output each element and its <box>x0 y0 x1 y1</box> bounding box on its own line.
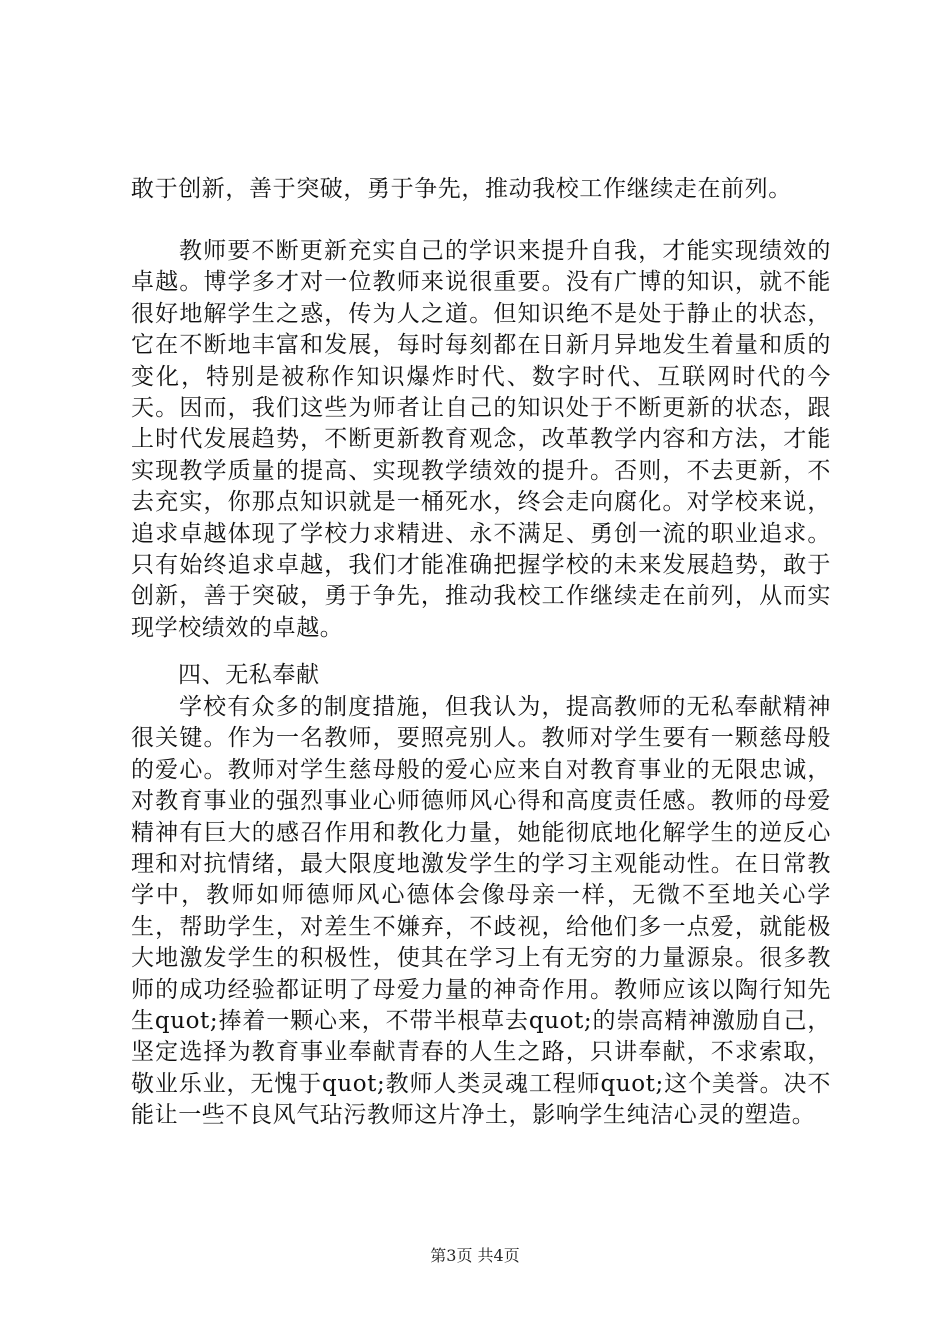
continuation-line: 敢于创新，善于突破，勇于争先，推动我校工作继续走在前列。 <box>131 176 792 202</box>
page-number-footer: 第3页 共4页 <box>430 1246 520 1265</box>
section-heading: 四、无私奉献 <box>178 662 320 688</box>
paragraph-selfless-dedication: 学校有众多的制度措施，但我认为，提高教师的无私奉献精神很关键。作为一名教师，要照亮别人。教师对学生要有一颗慈母般的爱心。教师对学生慈母般的爱心应来自对教育事业的无限忠诚，对教育事业的强烈事业心师德师风心得和高度责任感。教师的母爱精神有巨大的感召作用和教化力量，她能彻底地化解学生的逆反心理和对抗情绪，最大限度地激发学生的学习主观能动性。在日常教学中，教师如师德师风心德体会像母亲一样，无微不至地关心学生，帮助学生，对差生不嫌弃，不歧视，给他们多一点爱，就能极大地激发学生的积极性，使其在学习上有无穷的力量源泉。很多教师的成功经验都证明了母爱力量的神奇作用。教师应该以陶行知先生quot;捧着一颗心来，不带半根草去quot;的崇高精神激励自己，坚定选择为教育事业奉献青春的人生之路，只讲奉献，不求索取，敬业乐业，无愧于quot;教师人类灵魂工程师quot;这个美誉。决不能让一些不良风气玷污教师这片净土，影响学生纯洁心灵的塑造。 <box>131 694 831 1129</box>
paragraph-knowledge-renewal: 教师要不断更新充实自己的学识来提升自我，才能实现绩效的卓越。博学多才对一位教师来说很重要。没有广博的知识，就不能很好地解学生之惑，传为人之道。但知识绝不是处于静止的状态，它在不断地丰富和发展，每时每刻都在日新月异地发生着量和质的变化，特别是被称作知识爆炸时代、数字时代、互联网时代的今天。因而，我们这些为师者让自己的知识处于不断更新的状态，跟上时代发展趋势，不断更新教育观念，改革教学内容和方法，才能实现教学质量的提高、实现教学绩效的提升。否则，不去更新，不去充实，你那点知识就是一桶死水，终会走向腐化。对学校来说，追求卓越体现了学校力求精进、永不满足、勇创一流的职业追求。只有始终追求卓越，我们才能准确把握学校的未来发展趋势，敢于创新，善于突破，勇于争先，推动我校工作继续走在前列，从而实现学校绩效的卓越。 <box>131 238 831 641</box>
